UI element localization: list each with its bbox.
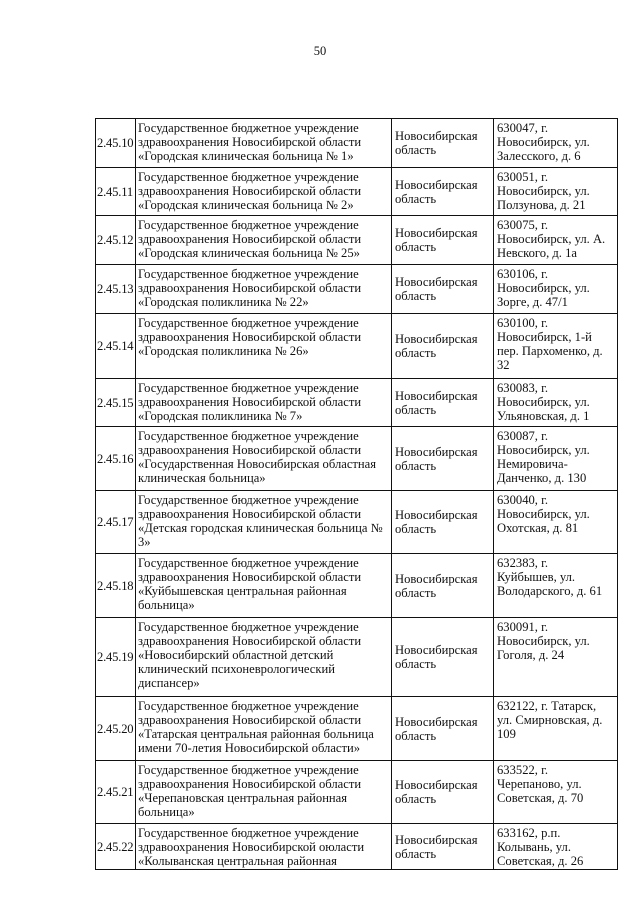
region-line: область: [395, 240, 437, 254]
region-line: Новосибирская: [395, 444, 478, 459]
address-line: Охотская, д. 81: [497, 521, 579, 535]
region-line: Новосибирская: [395, 177, 478, 192]
institution-name-line: Государственное бюджетное учреждение: [138, 267, 359, 281]
item-number: 2.45.20: [96, 697, 136, 761]
address-line: Советская, д. 26: [497, 854, 584, 868]
item-number: 2.45.12: [96, 216, 136, 265]
address-line: Новосибирск, ул.: [497, 443, 590, 457]
address-line: Володарского, д. 61: [497, 584, 603, 598]
address-line: 32: [497, 358, 510, 372]
institution-name-line: «Новосибирский областной детский: [138, 648, 334, 662]
address-line: Невского, д. 1а: [497, 246, 577, 260]
table-row: [96, 824, 618, 870]
address-line: 630087, г.: [497, 429, 548, 443]
institution-name-line: «Татарская центральная районная больница: [138, 727, 374, 741]
region-line: Новосибирская: [395, 332, 478, 346]
region-line: Новосибирская: [395, 129, 478, 143]
address: [494, 697, 618, 761]
address-line: Новосибирск, ул.: [497, 281, 590, 295]
address-line: Немировича-: [497, 457, 568, 471]
institution-name: [136, 314, 392, 379]
address-line: 633162, р.п.: [497, 826, 561, 840]
region: [392, 265, 494, 314]
region: [392, 119, 494, 168]
institution-name-line: «Городская поликлиника № 22»: [138, 295, 309, 309]
item-number: 2.45.17: [96, 491, 136, 554]
table-row: [96, 119, 618, 168]
address-line: Данченко, д. 130: [497, 471, 587, 485]
address-line: Залесского, д. 6: [497, 149, 581, 163]
institution-name: [136, 618, 392, 697]
item-number: 2.45.16: [96, 427, 136, 491]
institution-name-line: 3»: [138, 535, 151, 549]
institution-name: [136, 697, 392, 761]
address-line: Новосибирск, ул.: [497, 395, 590, 409]
region: [392, 216, 494, 265]
address-line: ул. Смирновская, д.: [497, 713, 603, 727]
institutions-table-body: [96, 119, 618, 870]
institution-name-line: Государственное бюджетное учреждение: [138, 493, 359, 507]
institution-name-line: «Городская клиническая больница № 1»: [138, 149, 354, 163]
table-row: [96, 761, 618, 824]
region-line: область: [395, 191, 437, 206]
institution-name-line: здравоохранения Новосибирской области: [138, 570, 362, 584]
address: [494, 824, 618, 870]
region: [392, 168, 494, 216]
region: [392, 491, 494, 554]
address-line: Новосибирск, ул.: [497, 634, 590, 648]
item-number: 2.45.18: [96, 554, 136, 618]
region-line: область: [395, 458, 437, 473]
region-line: Новосибирская: [395, 714, 478, 729]
region: [392, 761, 494, 824]
institution-name: [136, 265, 392, 314]
institution-name: [136, 554, 392, 618]
region-line: область: [395, 402, 437, 417]
address: [494, 265, 618, 314]
institution-name-line: Государственное бюджетное учреждение: [138, 218, 359, 232]
table-row: [96, 697, 618, 761]
address-line: 109: [497, 727, 516, 741]
region-line: область: [395, 792, 437, 806]
address-line: пер. Пархоменко, д.: [497, 344, 603, 358]
institution-name-line: здравоохранения Новосибирской области: [138, 713, 362, 727]
institution-name-line: «Городская поликлиника № 7»: [138, 409, 303, 423]
institution-name: [136, 824, 392, 870]
page-number: 50: [313, 44, 327, 58]
institution-name-line: «Куйбышевская центральная районная: [138, 584, 347, 598]
region-line: область: [395, 657, 437, 671]
institution-name-line: «Городская клиническая больница № 25»: [138, 246, 360, 260]
region-line: Новосибирская: [395, 226, 478, 240]
institution-name-line: имени 70-летия Новосибирской области»: [138, 741, 361, 755]
institution-name-line: диспансер»: [138, 676, 200, 690]
address-line: 633522, г.: [497, 763, 548, 777]
address-line: Новосибирск, ул.: [497, 507, 590, 521]
address-line: 630075, г.: [497, 218, 548, 232]
address-line: Колывань, ул.: [497, 840, 571, 854]
item-number: 2.45.14: [96, 314, 136, 379]
institution-name-line: Государственное бюджетное учреждение: [138, 699, 359, 713]
address-line: Куйбышев, ул.: [497, 570, 576, 584]
institution-name-line: Государственное бюджетное учреждение: [138, 121, 359, 135]
address-line: 630100, г.: [497, 316, 548, 330]
region-line: область: [395, 522, 437, 536]
institution-name-line: Государственное бюджетное учреждение: [138, 826, 359, 840]
region: [392, 314, 494, 379]
institution-name: [136, 427, 392, 491]
address: [494, 216, 618, 265]
table-row: [96, 265, 618, 314]
institution-name-line: Государственное бюджетное учреждение: [138, 429, 359, 443]
item-number: 2.45.22: [96, 824, 136, 870]
institution-name-line: «Детская городская клиническая больница №: [138, 521, 383, 535]
institution-name-line: Государственное бюджетное учреждение: [138, 316, 359, 330]
table-row: [96, 379, 618, 427]
address-line: 632122, г. Татарск,: [497, 699, 597, 713]
address: [494, 379, 618, 427]
institution-name-line: клинический психоневрологический: [138, 662, 335, 676]
item-number: 2.45.10: [96, 119, 136, 168]
institution-name-line: здравоохранения Новосибирской области: [138, 281, 362, 295]
institution-name-line: здравоохранения Новосибирской области: [138, 443, 362, 457]
table-row: [96, 491, 618, 554]
address: [494, 168, 618, 216]
table-row: [96, 618, 618, 697]
address: [494, 618, 618, 697]
institution-name-line: Государственное бюджетное учреждение: [138, 556, 359, 570]
address-line: Советская, д. 70: [497, 791, 584, 805]
address: [494, 761, 618, 824]
region-line: Новосибирская: [395, 832, 478, 847]
institution-name-line: больница»: [138, 598, 195, 612]
address-line: 630106, г.: [497, 267, 548, 281]
institution-name-line: больница»: [138, 805, 195, 819]
institution-name-line: здравоохранения Новосибирской области: [138, 777, 362, 791]
address-line: 632383, г.: [497, 556, 548, 570]
table-row: [96, 314, 618, 379]
institution-name-line: здравоохранения Новосибирской оюласти: [138, 840, 365, 854]
institution-name-line: «Городская клиническая больница № 2»: [138, 198, 354, 212]
address-line: Гоголя, д. 24: [497, 648, 565, 662]
institution-name: [136, 379, 392, 427]
address-line: Новосибирск, ул. А.: [497, 232, 606, 246]
item-number: 2.45.11: [96, 168, 136, 216]
region-line: область: [395, 346, 437, 360]
address: [494, 491, 618, 554]
address-line: Ульяновская, д. 1: [497, 409, 590, 423]
institution-name-line: «Государственная Новосибирская областная: [138, 457, 377, 471]
address-line: 630083, г.: [497, 381, 548, 395]
institution-name-line: здравоохранения Новосибирской области: [138, 395, 362, 409]
institution-name-line: клиническая больница»: [138, 471, 266, 485]
region-line: Новосибирская: [395, 508, 478, 522]
region: [392, 554, 494, 618]
institution-name: [136, 491, 392, 554]
address: [494, 314, 618, 379]
institutions-table: [95, 118, 618, 870]
table-row: [96, 427, 618, 491]
item-number: 2.45.19: [96, 618, 136, 697]
address-line: Черепаново, ул.: [497, 777, 582, 791]
region: [392, 824, 494, 870]
institution-name-line: здравоохранения Новосибирской области: [138, 184, 362, 198]
region-line: область: [395, 289, 437, 303]
region-line: Новосибирская: [395, 275, 478, 289]
region: [392, 379, 494, 427]
table-row: [96, 168, 618, 216]
region-line: область: [395, 143, 437, 157]
address-line: Зорге, д. 47/1: [497, 295, 568, 309]
item-number: 2.45.21: [96, 761, 136, 824]
region-line: Новосибирская: [395, 778, 478, 792]
item-number: 2.45.13: [96, 265, 136, 314]
address-line: Новосибирск, 1-й: [497, 330, 592, 344]
address: [494, 119, 618, 168]
item-number: 2.45.15: [96, 379, 136, 427]
address-line: 630051, г.: [497, 170, 548, 184]
address-line: 630047, г.: [497, 121, 548, 135]
institution-name-line: Государственное бюджетное учреждение: [138, 381, 359, 395]
institution-name-line: здравоохранения Новосибирской области: [138, 330, 362, 344]
table-row: [96, 554, 618, 618]
institution-name: [136, 761, 392, 824]
institution-name-line: здравоохранения Новосибирской области: [138, 135, 362, 149]
address: [494, 554, 618, 618]
institution-name-line: «Черепановская центральная районная: [138, 791, 348, 805]
institution-name: [136, 119, 392, 168]
region-line: область: [395, 728, 437, 743]
address-line: Новосибирск, ул.: [497, 184, 590, 198]
address-line: Новосибирск, ул.: [497, 135, 590, 149]
institution-name-line: «Колыванская центральная районная: [138, 854, 337, 868]
region: [392, 697, 494, 761]
region-line: Новосибирская: [395, 571, 478, 586]
address: [494, 427, 618, 491]
region-line: Новосибирская: [395, 388, 478, 403]
institution-name-line: Государственное бюджетное учреждение: [138, 763, 359, 777]
institution-name: [136, 216, 392, 265]
region-line: область: [395, 585, 437, 600]
region-line: область: [395, 846, 437, 861]
institution-name-line: здравоохранения Новосибирской области: [138, 232, 362, 246]
institution-name-line: здравоохранения Новосибирской области: [138, 634, 362, 648]
region-line: Новосибирская: [395, 643, 478, 657]
address-line: 630040, г.: [497, 493, 548, 507]
address-line: Ползунова, д. 21: [497, 198, 586, 212]
institution-name-line: «Городская поликлиника № 26»: [138, 344, 309, 358]
institution-name-line: здравоохранения Новосибирской области: [138, 507, 362, 521]
table-row: [96, 216, 618, 265]
region: [392, 618, 494, 697]
institution-name-line: Государственное бюджетное учреждение: [138, 620, 359, 634]
institution-name: [136, 168, 392, 216]
institution-name-line: Государственное бюджетное учреждение: [138, 170, 359, 184]
address-line: 630091, г.: [497, 620, 548, 634]
region: [392, 427, 494, 491]
